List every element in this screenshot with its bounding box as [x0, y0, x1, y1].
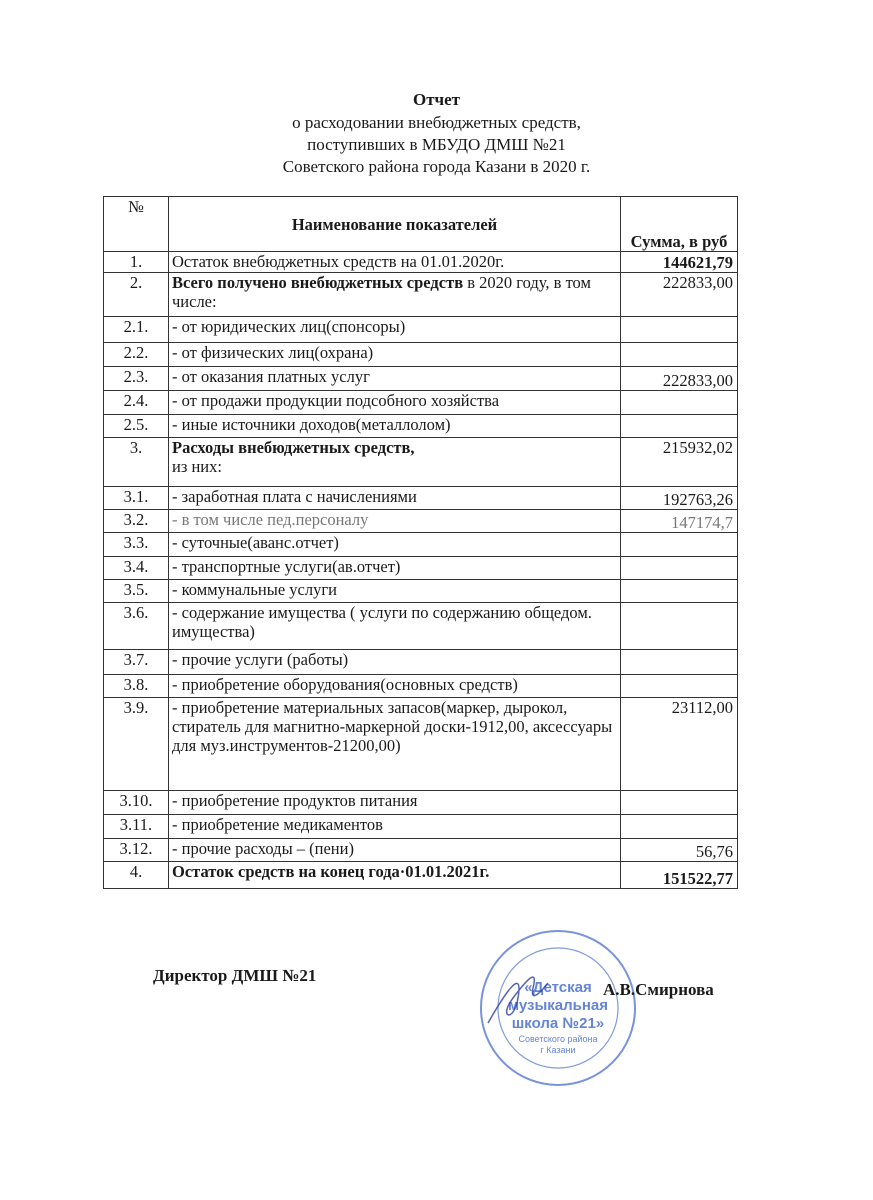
row-name-text: - в том числе пед.персоналу	[172, 510, 369, 529]
row-sum	[621, 603, 738, 650]
row-sum	[621, 580, 738, 603]
row-sum	[621, 317, 738, 343]
row-name	[169, 533, 621, 557]
row-sum	[621, 533, 738, 557]
row-name	[169, 317, 621, 343]
row-name	[169, 815, 621, 839]
table-row	[104, 510, 738, 533]
table-row	[104, 343, 738, 367]
row-name	[169, 252, 621, 273]
row-sum	[621, 557, 738, 580]
row-name	[169, 415, 621, 438]
row-name	[169, 862, 621, 889]
row-sum	[621, 675, 738, 698]
row-number: 3.8.	[104, 675, 169, 698]
row-number: 3.10.	[104, 791, 169, 815]
row-sum: 23112,00	[621, 698, 738, 791]
row-name	[169, 675, 621, 698]
row-name-text: - приобретение материальных запасов(маркер, дырокол, стиратель для магнитно-маркерной доски-1912,00, аксессуары для муз.инструментов-21200,00)	[172, 698, 613, 755]
row-name-text: - от юридических лиц(спонсоры)	[172, 317, 406, 336]
subtitle-line-1: о расходовании внебюджетных средств,	[292, 113, 581, 132]
row-name	[169, 839, 621, 862]
table-row	[104, 438, 738, 487]
row-number: 3.6.	[104, 603, 169, 650]
svg-text:музыкальная: музыкальная	[507, 997, 609, 1014]
row-name-text: - приобретение продуктов питания	[172, 791, 418, 810]
row-sum	[621, 650, 738, 675]
official-stamp	[478, 928, 638, 1088]
row-name-text: - коммунальные услуги	[172, 580, 337, 599]
row-number: 2.3.	[104, 367, 169, 391]
signatory-name: А.В.Смирнова	[603, 980, 714, 999]
table-row	[104, 580, 738, 603]
row-name	[169, 367, 621, 391]
row-name-text: - содержание имущества ( услуги по содержанию общедом. имущества)	[172, 603, 592, 641]
row-name	[169, 603, 621, 650]
svg-text:Советского района: Советского района	[518, 1034, 598, 1044]
subtitle-line-3: Советского района города Казани в 2020 г.	[282, 157, 591, 176]
row-number: 2.1.	[104, 317, 169, 343]
table-row	[104, 252, 738, 273]
subtitle-line-2: поступивших в МБУДО ДМШ №21	[307, 135, 566, 154]
row-sum	[621, 391, 738, 415]
table-row	[104, 557, 738, 580]
row-name-bold: Расходы внебюджетных средств,	[172, 438, 415, 457]
row-number: 2.4.	[104, 391, 169, 415]
row-name	[169, 791, 621, 815]
row-name	[169, 391, 621, 415]
row-name-text: - прочие расходы – (пени)	[172, 839, 354, 858]
row-name-text: в 2020 году, в том числе:	[172, 273, 591, 311]
row-sum: 56,76	[621, 839, 738, 862]
row-sum: 147174,7	[621, 510, 738, 533]
table-row	[104, 273, 738, 317]
row-sum: 222833,00	[621, 367, 738, 391]
table-row	[104, 650, 738, 675]
row-name	[169, 273, 621, 317]
table-row	[104, 675, 738, 698]
row-sum: 192763,26	[621, 487, 738, 510]
row-number: 3.11.	[104, 815, 169, 839]
row-name-text: - заработная плата с начислениями	[172, 487, 417, 506]
row-number: 3.1.	[104, 487, 169, 510]
row-name	[169, 580, 621, 603]
row-number: 2.2.	[104, 343, 169, 367]
row-name	[169, 487, 621, 510]
svg-text:школа №21»: школа №21»	[511, 1015, 605, 1032]
row-name-text: - транспортные услуги(ав.отчет)	[172, 557, 401, 576]
row-name-text: - от оказания платных услуг	[172, 367, 370, 386]
row-number: 1.	[104, 252, 169, 273]
table-row	[104, 391, 738, 415]
row-name	[169, 438, 621, 487]
row-number: 2.	[104, 273, 169, 317]
row-number: 3.9.	[104, 698, 169, 791]
row-sum: 215932,02	[621, 438, 738, 487]
row-name-text: - от физических лиц(охрана)	[172, 343, 374, 362]
row-sum	[621, 791, 738, 815]
row-number: 3.5.	[104, 580, 169, 603]
row-sum: 151522,77	[621, 862, 738, 889]
row-sum	[621, 815, 738, 839]
row-number: 3.12.	[104, 839, 169, 862]
table-row	[104, 317, 738, 343]
row-sum	[621, 343, 738, 367]
table-row	[104, 533, 738, 557]
row-name-text: - приобретение медикаментов	[172, 815, 383, 834]
svg-text:«Детская: «Детская	[524, 979, 592, 996]
row-name-text: Остаток внебюджетных средств на 01.01.2020г.	[172, 252, 505, 271]
table-row	[104, 791, 738, 815]
table-header-row	[104, 197, 738, 252]
row-number: 3.3.	[104, 533, 169, 557]
row-sum: 222833,00	[621, 273, 738, 317]
table-row	[104, 839, 738, 862]
row-name-bold: Всего получено внебюджетных средств	[172, 273, 464, 292]
row-name	[169, 343, 621, 367]
director-position: Директор ДМШ №21	[153, 966, 317, 985]
column-header-sum: Сумма, в руб	[621, 197, 738, 252]
row-sum	[621, 415, 738, 438]
table-row	[104, 367, 738, 391]
row-name-text: - суточные(аванс.отчет)	[172, 533, 339, 552]
table-row	[104, 862, 738, 889]
row-sum: 144621,79	[621, 252, 738, 273]
table-row	[104, 415, 738, 438]
row-name	[169, 698, 621, 791]
row-number: 2.5.	[104, 415, 169, 438]
row-number: 3.4.	[104, 557, 169, 580]
row-number: 3.2.	[104, 510, 169, 533]
table-row	[104, 698, 738, 791]
table-row	[104, 487, 738, 510]
row-name-text: - прочие услуги (работы)	[172, 650, 349, 669]
table-row	[104, 603, 738, 650]
row-name-bold: Остаток средств на конец года·01.01.2021г.	[172, 862, 490, 881]
row-number: 4.	[104, 862, 169, 889]
row-name-text: - иные источники доходов(металлолом)	[172, 415, 451, 434]
row-name	[169, 510, 621, 533]
document-title: Отчет	[412, 90, 461, 109]
row-name-text: - от продажи продукции подсобного хозяйства	[172, 391, 500, 410]
row-name-text: из них:	[172, 457, 222, 476]
row-name	[169, 557, 621, 580]
column-header-number: №	[104, 197, 169, 252]
row-number: 3.	[104, 438, 169, 487]
column-header-name: Наименование показателей	[169, 197, 621, 252]
row-name	[169, 650, 621, 675]
svg-text:г Казани: г Казани	[540, 1045, 576, 1055]
row-name-text: - приобретение оборудования(основных средств)	[172, 675, 518, 694]
row-number: 3.7.	[104, 650, 169, 675]
report-table	[103, 196, 738, 889]
table-row	[104, 815, 738, 839]
